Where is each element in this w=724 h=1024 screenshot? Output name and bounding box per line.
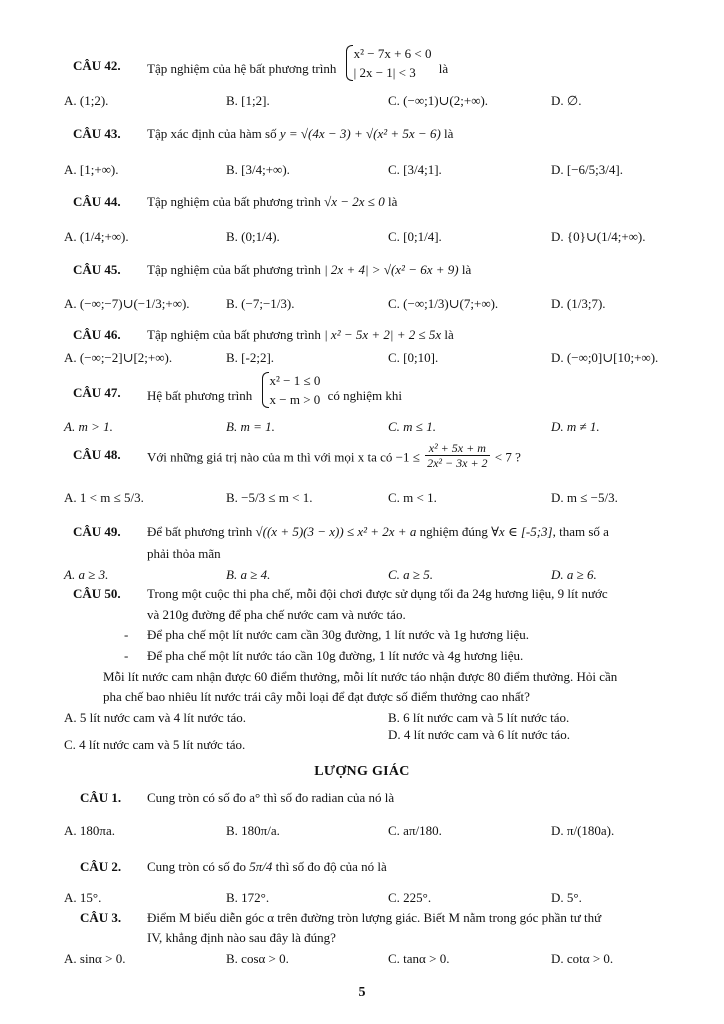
option-d[interactable]: D. m ≤ −5/3.: [551, 490, 618, 505]
option-b[interactable]: B. 180π/a.: [226, 823, 280, 838]
option-d[interactable]: D. 5°.: [551, 890, 582, 905]
option-b[interactable]: B. cosα > 0.: [226, 951, 289, 966]
question-number: CÂU 2.: [80, 859, 122, 874]
option-c[interactable]: C. aπ/180.: [388, 823, 442, 838]
question-number: CÂU 44.: [73, 194, 121, 209]
answer-options: [0, 296, 724, 318]
bullet-item: - Để pha chế một lít nước táo cần 10g đường, 1 lít nước và 4g hương liệu.: [124, 648, 524, 663]
question-number: CÂU 50.: [73, 586, 121, 601]
option-a[interactable]: A. m > 1.: [64, 419, 113, 434]
question-44: [0, 194, 724, 216]
question-stem: Tập nghiệm của hệ bất phương trình x² − 7x + 6 < 0 | 2x − 1| < 3 là: [147, 46, 449, 80]
answer-options: [0, 229, 724, 251]
option-b[interactable]: B. 172°.: [226, 890, 270, 905]
answer-options: [0, 350, 724, 372]
bullet-dash: -: [124, 648, 129, 663]
question-number: CÂU 47.: [73, 385, 121, 400]
question-stem: Với những giá trị nào của m thì với mọi x ta có −1 ≤ $\frac{\text{x² + 5x + m}}{\text{2x² − 3x + 2}}$ < 7 ?: [147, 441, 521, 470]
option-b[interactable]: B. [3/4;+∞).: [226, 162, 290, 177]
question-stem: Cung tròn có số đo a° thì số đo radian của nó là: [147, 790, 395, 805]
question-50-line3: Mỗi lít nước cam nhận được 60 điểm thưởng, mỗi lít nước táo nhận được 80 điểm thưởng. Hỏi cần: [103, 669, 618, 684]
option-d[interactable]: D. m ≠ 1.: [551, 419, 600, 434]
inequality-system: x² − 7x + 6 < 0 | 2x − 1| < 3: [344, 44, 432, 82]
question-number: CÂU 48.: [73, 447, 121, 462]
question-stem: Để bất phương trình √((x + 5)(3 − x)) ≤ x² + 2x + a nghiệm đúng ∀x ∈ [-5;3], tham số a: [147, 524, 609, 539]
trig-question-3: [0, 910, 724, 932]
option-a[interactable]: A. a ≥ 3.: [64, 567, 109, 582]
question-number: CÂU 45.: [73, 262, 121, 277]
option-c[interactable]: C. [3/4;1].: [388, 162, 442, 177]
question-stem: Tập nghiệm của bất phương trình √x − 2x ≤ 0 là: [147, 194, 398, 209]
option-d[interactable]: D. {0}∪(1/4;+∞).: [551, 229, 646, 244]
option-d[interactable]: D. (1/3;7).: [551, 296, 606, 311]
option-b[interactable]: B. m = 1.: [226, 419, 275, 434]
trig-question-3-line2: IV, khẳng định nào sau đây là đúng?: [147, 930, 336, 945]
answer-options: [0, 162, 724, 184]
option-c[interactable]: C. tanα > 0.: [388, 951, 450, 966]
option-a[interactable]: A. [1;+∞).: [64, 162, 119, 177]
option-b[interactable]: B. [1;2].: [226, 93, 270, 108]
question-stem-line-1: Điểm M biểu diễn góc α trên đường tròn lượng giác. Biết M nằm trong góc phần tư thứ: [147, 910, 602, 925]
answer-options: [0, 419, 724, 441]
option-b[interactable]: B. 6 lít nước cam và 5 lít nước táo.: [388, 710, 570, 725]
question-stem: Tập nghiệm của bất phương trình | 2x + 4| > √(x² − 6x + 9) là: [147, 262, 472, 277]
option-b[interactable]: B. (0;1/4).: [226, 229, 280, 244]
question-48: [0, 441, 724, 470]
option-c[interactable]: C. a ≥ 5.: [388, 567, 434, 582]
question-46: [0, 327, 724, 349]
option-c[interactable]: C. m ≤ 1.: [388, 419, 436, 434]
fraction: $\frac{\text{x² + 5x + m}}{\text{2x² − 3x + 2}}$: [427, 441, 488, 470]
bullet-dash: -: [124, 627, 129, 642]
option-c[interactable]: C. 225°.: [388, 890, 432, 905]
answer-options: [0, 490, 724, 512]
question-stem: Hệ bất phương trình x² − 1 ≤ 0 x − m > 0 có nghiệm khi: [147, 373, 403, 407]
question-number: CÂU 3.: [80, 910, 122, 925]
option-c[interactable]: C. [0;1/4].: [388, 229, 442, 244]
answer-options: [0, 93, 724, 115]
bullet-item: - Để pha chế một lít nước cam cần 30g đường, 1 lít nước và 1g hương liệu.: [124, 627, 530, 642]
trig-question-2: [0, 859, 724, 881]
option-c[interactable]: C. (−∞;1)∪(2;+∞).: [388, 93, 489, 108]
question-49-line2: phải thỏa mãn: [147, 546, 221, 561]
question-number: CÂU 42.: [73, 58, 121, 73]
answer-options: [0, 737, 724, 759]
question-49: [0, 524, 724, 546]
option-c[interactable]: C. 4 lít nước cam và 5 lít nước táo.: [64, 737, 246, 752]
option-d[interactable]: D. (−∞;0]∪[10;+∞).: [551, 350, 659, 365]
question-50-line4: pha chế bao nhiêu lít nước trái cây mỗi loại để đạt được số điểm thưởng cao nhất?: [103, 689, 530, 704]
question-number: CÂU 46.: [73, 327, 121, 342]
option-d[interactable]: D. ∅.: [551, 93, 582, 108]
question-stem: Cung tròn có số đo 5π/4 thì số đo độ của nó là: [147, 859, 387, 874]
question-stem: Tập xác định của hàm số y = √(4x − 3) + √(x² + 5x − 6) là: [147, 126, 454, 141]
option-a[interactable]: A. 180πa.: [64, 823, 115, 838]
question-45: [0, 262, 724, 284]
option-a[interactable]: A. (1/4;+∞).: [64, 229, 129, 244]
answer-options: [0, 823, 724, 845]
option-a[interactable]: A. 1 < m ≤ 5/3.: [64, 490, 144, 505]
option-b[interactable]: B. −5/3 ≤ m < 1.: [226, 490, 313, 505]
option-a[interactable]: A. sinα > 0.: [64, 951, 126, 966]
trig-question-1: [0, 790, 724, 812]
option-c[interactable]: C. m < 1.: [388, 490, 437, 505]
question-stem: Tập nghiệm của bất phương trình | x² − 5x + 2| + 2 ≤ 5x là: [147, 327, 454, 342]
question-number: CÂU 1.: [80, 790, 122, 805]
option-d[interactable]: D. π/(180a).: [551, 823, 615, 838]
option-a[interactable]: A. (−∞;−2]∪[2;+∞).: [64, 350, 173, 365]
question-number: CÂU 43.: [73, 126, 121, 141]
question-50-line2: và 210g đường để pha chế nước cam và nước táo.: [147, 607, 406, 622]
page-number: 5: [358, 985, 366, 1000]
option-d[interactable]: D. [−6/5;3/4].: [551, 162, 623, 177]
question-number: CÂU 49.: [73, 524, 121, 539]
option-b[interactable]: B. a ≥ 4.: [226, 567, 271, 582]
question-43: [0, 126, 724, 148]
option-a[interactable]: A. (1;2).: [64, 93, 109, 108]
option-b[interactable]: B. (−7;−1/3).: [226, 296, 295, 311]
option-c[interactable]: C. [0;10].: [388, 350, 439, 365]
option-a[interactable]: A. (−∞;−7)∪(−1/3;+∞).: [64, 296, 190, 311]
section-title: LƯỢNG GIÁC: [314, 764, 410, 779]
option-d[interactable]: D. a ≥ 6.: [551, 567, 597, 582]
option-c[interactable]: C. (−∞;1/3)∪(7;+∞).: [388, 296, 499, 311]
question-stem-line-1: Trong một cuộc thi pha chế, mỗi đội chơi được sử dụng tối đa 24g hương liệu, 9 lít nước: [147, 586, 608, 601]
question-50: [0, 586, 724, 608]
inequality-system: x² − 1 ≤ 0 x − m > 0: [260, 371, 321, 409]
option-b[interactable]: B. [-2;2].: [226, 350, 275, 365]
option-d[interactable]: D. cotα > 0.: [551, 951, 614, 966]
option-a[interactable]: A. 15°.: [64, 890, 102, 905]
option-d[interactable]: D. 4 lít nước cam và 6 lít nước táo.: [388, 727, 570, 742]
option-a[interactable]: A. 5 lít nước cam và 4 lít nước táo.: [64, 710, 246, 725]
answer-options: [0, 890, 724, 912]
answer-options: [0, 951, 724, 973]
